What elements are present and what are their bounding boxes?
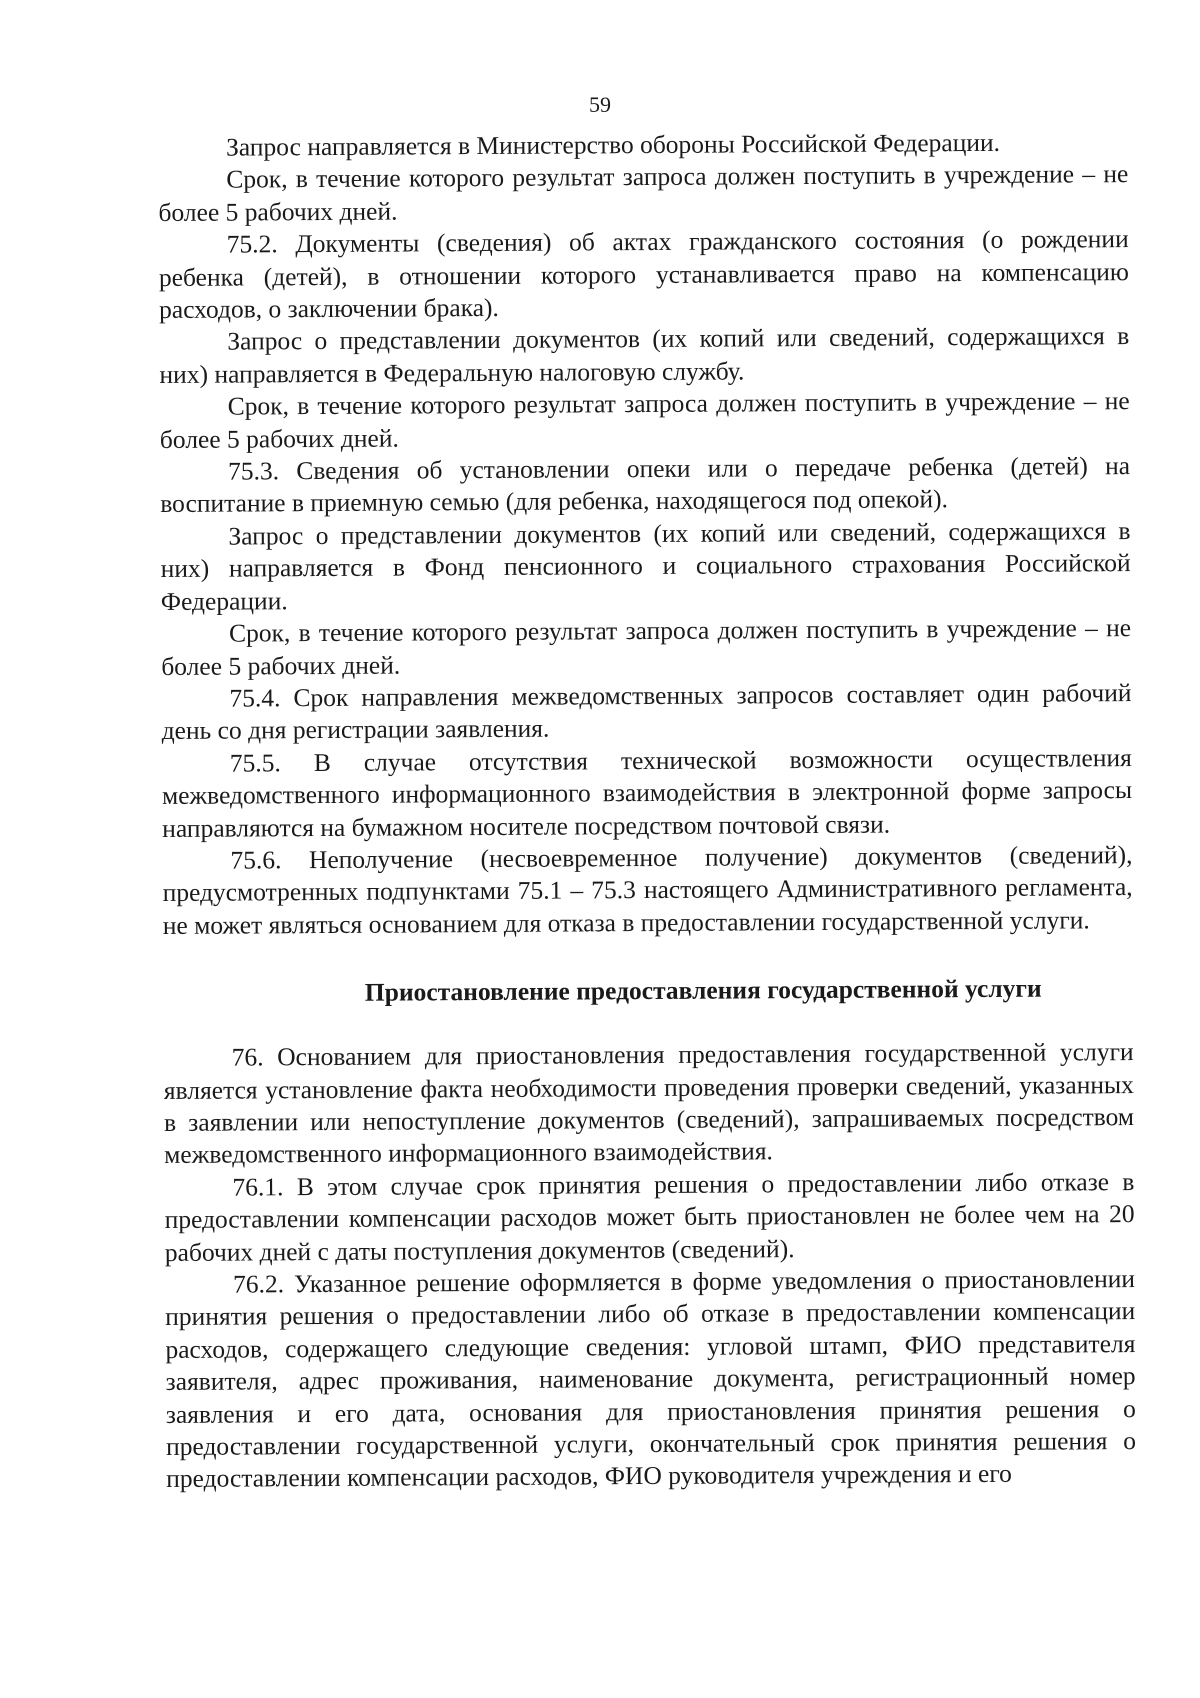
- paragraph: 76. Основанием для приостановления предоставления государственной услуги является установление факта необходимости проведения проверки сведений, указанных в заявлении или непоступление документов (сведений), запрашиваемых посредством межведомственного информационного взаимодействия.: [163, 1037, 1135, 1170]
- paragraph: Срок, в течение которого результат запроса должен поступить в учреждение – не более 5 рабочих дней.: [159, 386, 1130, 454]
- section-heading: Приостановление предоставления государственной услуги: [364, 973, 1042, 1007]
- paragraph: 75.2. Документы (сведения) об актах гражданского состояния (о рождении ребенка (детей), в отношении которого устанавливается право на компенсацию расходов, о заключении брака).: [158, 224, 1129, 325]
- paragraph: Срок, в течение которого результат запроса должен поступить в учреждение – не более 5 рабочих дней.: [161, 613, 1132, 681]
- paragraph: 75.4. Срок направления межведомственных запросов составляет один рабочий день со дня регистрации заявления.: [161, 677, 1132, 746]
- paragraph: 76.2. Указанное решение оформляется в форме уведомления о приостановлении принятия решения о предоставлении либо об отказе в предоставлении компенсации расходов, содержащего следующие сведения: угловой штамп, ФИО представителя заявителя, адрес проживания, наименование документа, регистрационный номер заявления и его дата, основания для приостановления принятия решения о предоставлении государственной услуги, окончательный срок принятия решения о предоставлении компенсации расходов, ФИО руководителя учреждения и его: [165, 1264, 1137, 1494]
- page-number: 59: [589, 92, 611, 117]
- paragraph: 75.5. В случае отсутствия технической возможности осуществления межведомственного информационного взаимодействия в электронной форме запросы направляются на бумажном носителе посредством почтовой связи.: [161, 742, 1133, 843]
- paragraph: 76.1. В этом случае срок принятия решения о предоставлении либо отказе в предоставлении компенсации расходов может быть приостановлен не более чем на 20 рабочих дней с даты поступления документов (сведений).: [164, 1166, 1135, 1267]
- paragraph: 75.6. Неполучение (несвоевременное получение) документов (сведений), предусмотренных подпунктами 75.1 – 75.3 настоящего Административного регламента, не может являться основанием для отказа в предоставлении государственной услуги.: [162, 839, 1133, 940]
- paragraph: Запрос о представлении документов (их копий или сведений, содержащихся в них) направляется в Федеральную налоговую службу.: [159, 321, 1130, 389]
- paragraph: Запрос о представлении документов (их копий или сведений, содержащихся в них) направляется в Фонд пенсионного и социального страхования Российской Федерации.: [160, 515, 1131, 616]
- paragraph: Запрос направляется в Министерство обороны Российской Федерации.: [226, 127, 1001, 162]
- paragraph: 75.3. Сведения об установлении опеки или о передаче ребенка (детей) на воспитание в приемную семью (для ребенка, находящегося под опекой).: [160, 451, 1131, 519]
- paragraph: Срок, в течение которого результат запроса должен поступить в учреждение – не более 5 рабочих дней.: [158, 159, 1129, 227]
- document-body: [158, 126, 1136, 1496]
